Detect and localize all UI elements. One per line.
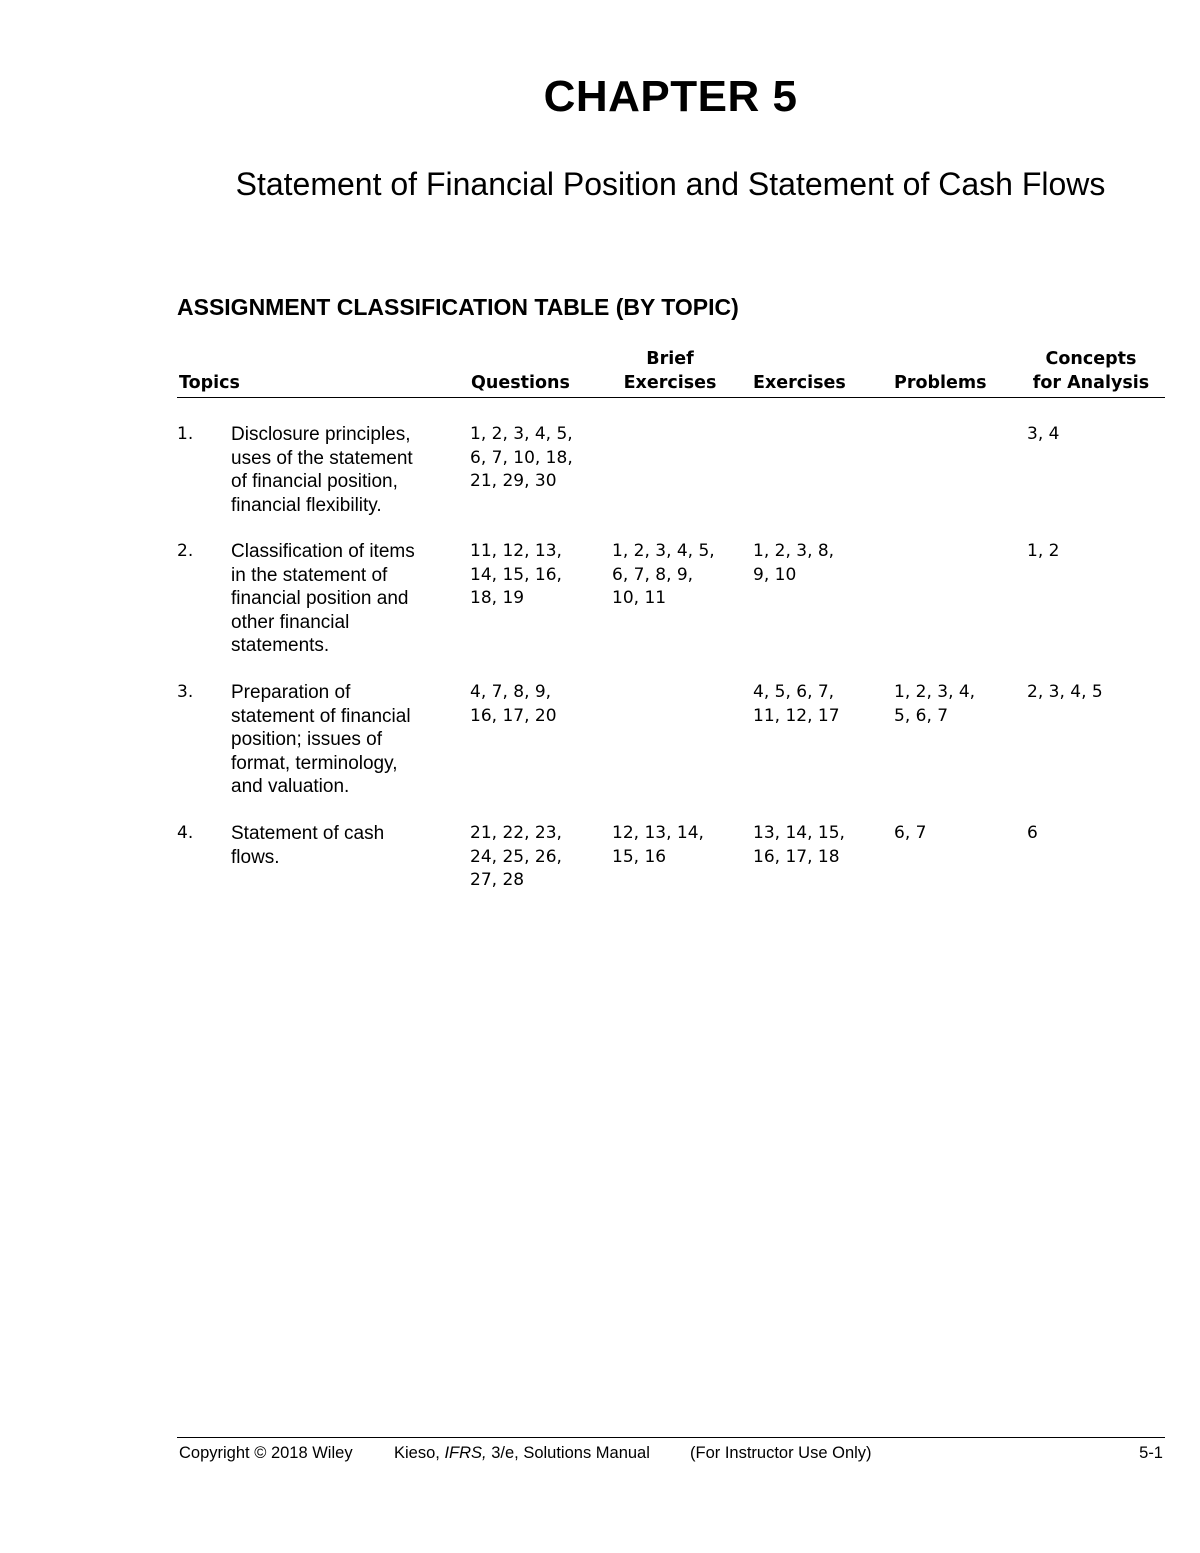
table-header	[177, 347, 1165, 398]
classification-table	[177, 347, 1165, 902]
row-exercises: 4, 5, 6, 7, 11, 12, 17	[753, 682, 840, 726]
footer-divider	[177, 1437, 1165, 1438]
row-exercises: 13, 14, 15, 16, 17, 18	[753, 823, 845, 867]
row-concepts: 6	[1027, 823, 1038, 843]
table-row	[177, 822, 1165, 902]
row-topic: Disclosure principles, uses of the statement of financial position, financial flexibility.	[231, 424, 413, 516]
row-concepts: 2, 3, 4, 5	[1027, 682, 1103, 702]
row-questions: 1, 2, 3, 4, 5, 6, 7, 10, 18, 21, 29, 30	[470, 424, 573, 491]
table-row	[177, 540, 1165, 681]
row-brief-exercises: 12, 13, 14, 15, 16	[612, 823, 704, 867]
header-concepts-line2: for Analysis	[1032, 373, 1150, 393]
header-exercises: Exercises	[753, 373, 846, 393]
chapter-title: CHAPTER 5	[543, 72, 798, 121]
row-topic: Preparation of statement of financial position; issues of format, terminology, and valuation.	[231, 682, 411, 797]
row-number: 2.	[177, 541, 194, 561]
row-brief-exercises: 1, 2, 3, 4, 5, 6, 7, 8, 9, 10, 11	[612, 541, 715, 608]
row-questions: 4, 7, 8, 9, 16, 17, 20	[470, 682, 557, 726]
row-topic: Statement of cash flows.	[231, 823, 385, 868]
row-questions: 11, 12, 13, 14, 15, 16, 18, 19	[470, 541, 562, 608]
table-row	[177, 681, 1165, 822]
row-concepts: 3, 4	[1027, 424, 1060, 444]
section-title: ASSIGNMENT CLASSIFICATION TABLE (BY TOPIC)	[177, 294, 739, 320]
header-brief-line1: Brief	[646, 349, 694, 369]
chapter-subtitle: Statement of Financial Position and Statement of Cash Flows	[235, 166, 1106, 202]
header-topics: Topics	[179, 373, 240, 393]
header-problems: Problems	[894, 373, 987, 393]
header-concepts-for-analysis	[1027, 347, 1155, 395]
row-number: 1.	[177, 424, 194, 444]
header-questions: Questions	[471, 373, 570, 393]
table-row	[177, 423, 1165, 540]
row-problems: 6, 7	[894, 823, 927, 843]
row-number: 4.	[177, 823, 194, 843]
header-brief-exercises	[615, 347, 725, 395]
header-brief-line2: Exercises	[623, 373, 717, 393]
row-exercises: 1, 2, 3, 8, 9, 10	[753, 541, 835, 585]
row-concepts: 1, 2	[1027, 541, 1060, 561]
row-topic: Classification of items in the statement of financial position and other financial statements.	[231, 541, 415, 656]
footer-author: Kieso,	[394, 1444, 445, 1462]
footer-book-title	[394, 1444, 650, 1463]
row-number: 3.	[177, 682, 194, 702]
footer-copyright: Copyright © 2018 Wiley	[179, 1444, 353, 1462]
header-concepts-line1: Concepts	[1045, 349, 1137, 369]
footer-usage-note: (For Instructor Use Only)	[690, 1444, 872, 1462]
row-questions: 21, 22, 23, 24, 25, 26, 27, 28	[470, 823, 562, 890]
footer-title: IFRS,	[444, 1444, 487, 1462]
row-problems: 1, 2, 3, 4, 5, 6, 7	[894, 682, 976, 726]
page-number: 5-1	[1139, 1444, 1163, 1462]
footer-edition: 3/e, Solutions Manual	[486, 1444, 650, 1462]
